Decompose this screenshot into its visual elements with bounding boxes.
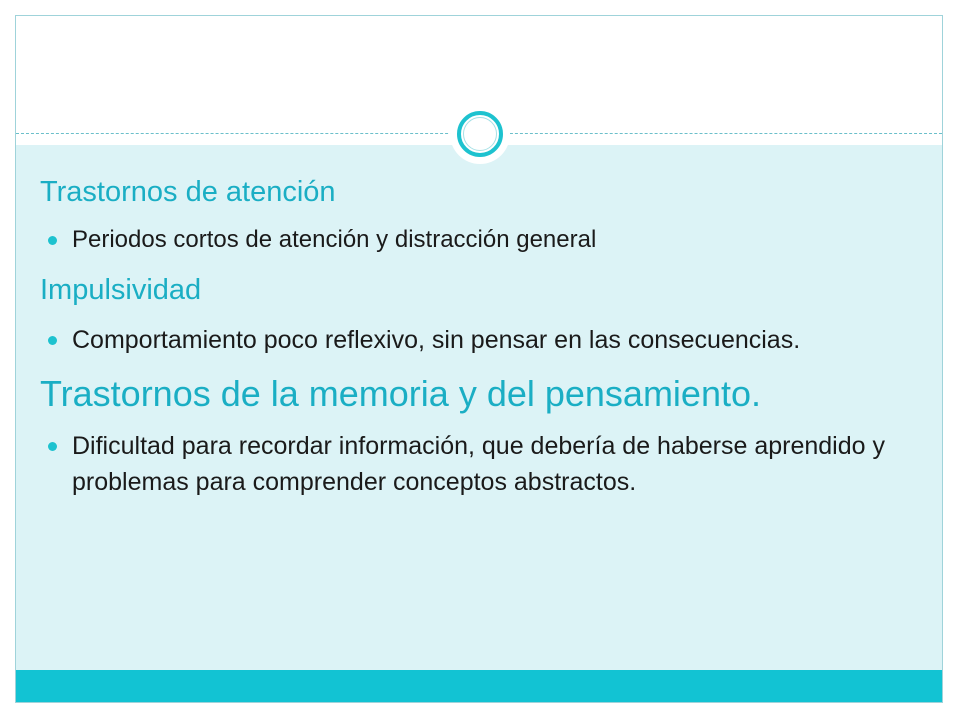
bullet-dot-icon bbox=[48, 442, 57, 451]
bullet-text: Periodos cortos de atención y distracción general bbox=[72, 226, 597, 253]
footer-bar bbox=[16, 670, 942, 702]
bullet-text: Comportamiento poco reflexivo, sin pensar en las consecuencias. bbox=[72, 326, 801, 354]
bullet-dot-icon bbox=[48, 236, 57, 245]
bullet-text: Dificultad para recordar información, que debería de haberse aprendido y problemas para comprender conceptos abstractos. bbox=[72, 432, 885, 496]
section-heading-memory: Trastornos de la memoria y del pensamiento. bbox=[40, 373, 762, 414]
ring-inner bbox=[463, 117, 497, 151]
bullet-dot-icon bbox=[48, 336, 57, 345]
bullet-item-impulsivity bbox=[40, 322, 920, 358]
bullet-item-memory bbox=[40, 428, 920, 500]
section-heading-attention: Trastornos de atención bbox=[40, 176, 336, 208]
bullet-item-attention bbox=[40, 224, 920, 256]
ring-outer bbox=[457, 111, 503, 157]
ring-icon bbox=[450, 104, 510, 164]
slide-body bbox=[40, 170, 920, 500]
section-heading-impulsivity: Impulsividad bbox=[40, 274, 202, 306]
